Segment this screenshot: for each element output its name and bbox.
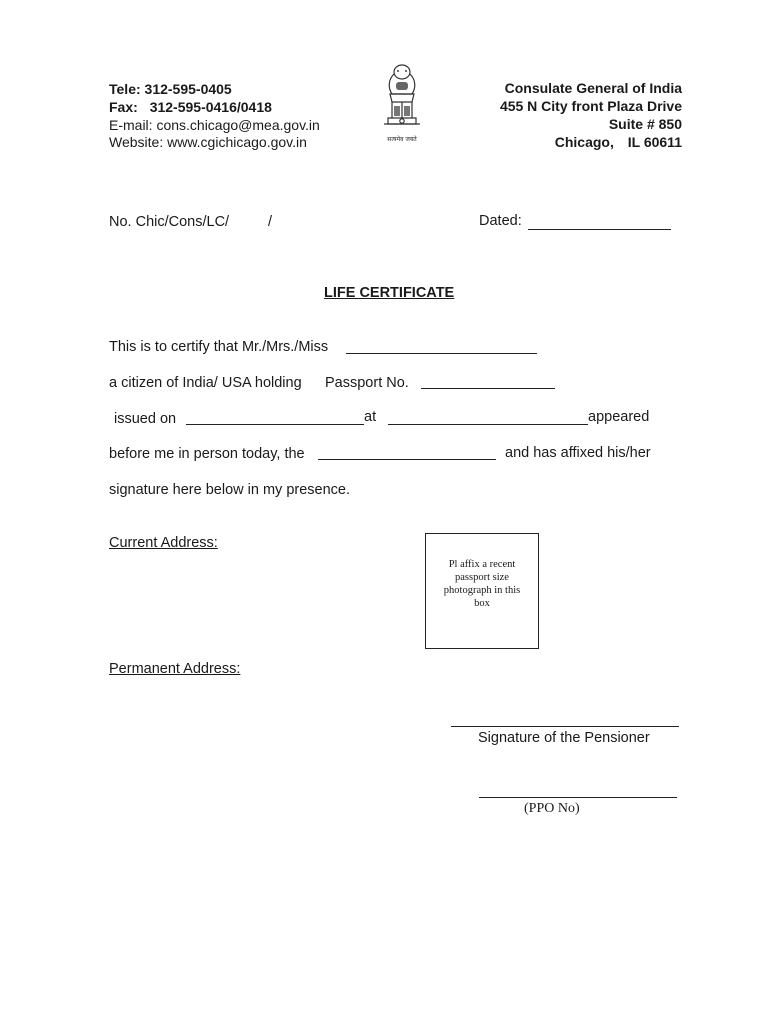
national-emblem [376, 62, 428, 146]
certify-text: This is to certify that Mr./Mrs./Miss [109, 339, 329, 355]
document-title: LIFE CERTIFICATE [324, 285, 455, 301]
city-line [470, 133, 682, 151]
issued-date-blank[interactable] [186, 424, 364, 425]
dated-label: Dated: [479, 213, 522, 229]
signature-blank[interactable] [451, 726, 679, 727]
appeared-text: appeared [588, 409, 650, 425]
tele-label: Tele: [109, 81, 141, 97]
emblem-motto: सत्यमेव जयते [387, 136, 417, 143]
at-text: at [364, 409, 377, 425]
signature-label: Signature of the Pensioner [478, 730, 650, 746]
city: Chicago, [554, 134, 614, 150]
photo-instruction-3: photograph in this [443, 585, 521, 596]
permanent-address-label: Permanent Address: [109, 661, 241, 677]
citizen-text: a citizen of India/ USA holding [109, 375, 302, 391]
photo-box[interactable] [425, 533, 539, 649]
ppo-blank[interactable] [479, 797, 677, 798]
ppo-label: (PPO No) [524, 801, 580, 816]
tele-number: 312-595-0405 [144, 81, 232, 97]
name-blank[interactable] [346, 353, 537, 354]
reference-slash: / [268, 214, 273, 230]
issued-place-blank[interactable] [388, 424, 588, 425]
ashoka-emblem-icon [376, 62, 428, 146]
website-line: Website: www.cgichicago.gov.in [109, 134, 307, 150]
address-line2: Suite # 850 [608, 116, 682, 132]
signature-presence-text: signature here below in my presence. [109, 482, 350, 498]
photo-instruction-4: box [474, 598, 490, 609]
passport-blank[interactable] [421, 388, 555, 389]
passport-label: Passport No. [325, 375, 409, 391]
photo-instruction-2: passport size [455, 572, 509, 583]
fax-line [109, 98, 272, 116]
address-line1: 455 N City front Plaza Drive [499, 98, 682, 114]
tele-line [109, 80, 232, 98]
before-me-text: before me in person today, the [109, 446, 305, 462]
fax-number: 312-595-0416/0418 [149, 99, 272, 115]
photo-instruction-1: Pl affix a recent [448, 559, 516, 570]
dated-blank[interactable] [528, 229, 671, 230]
fax-label: Fax: [109, 99, 138, 115]
org-name: Consulate General of India [504, 80, 682, 96]
issued-on-text: issued on [114, 411, 177, 427]
current-address-label: Current Address: [109, 535, 218, 551]
state-zip: IL 60611 [627, 134, 682, 150]
date-blank[interactable] [318, 459, 496, 460]
affixed-text: and has affixed his/her [505, 445, 651, 461]
email-line: E-mail: cons.chicago@mea.gov.in [109, 117, 320, 133]
reference-number: No. Chic/Cons/LC/ [109, 214, 230, 230]
